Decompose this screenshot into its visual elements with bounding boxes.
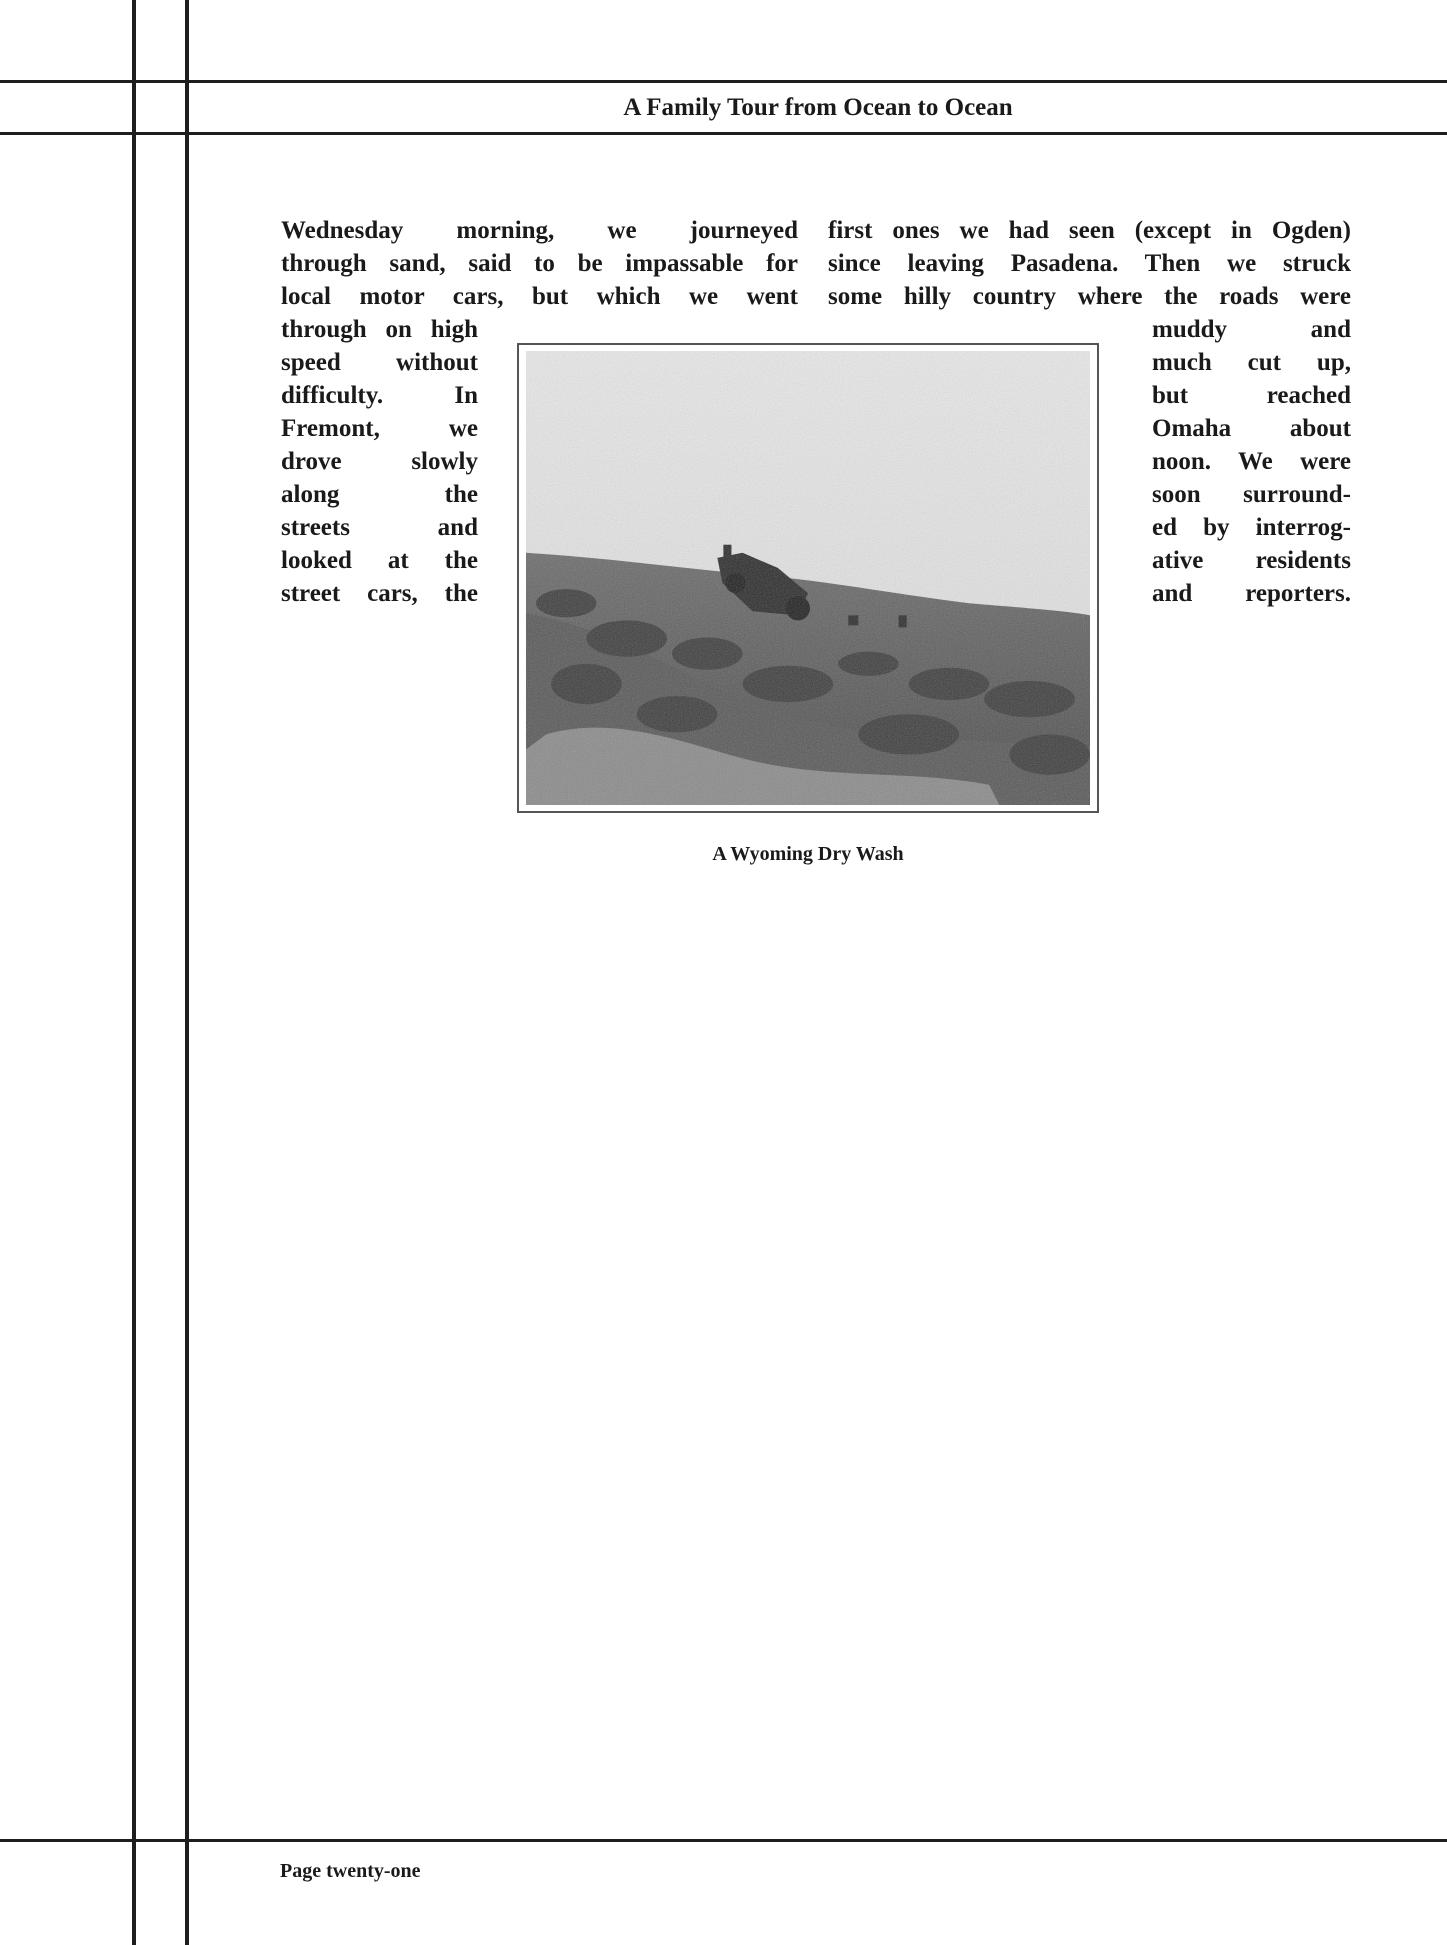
text-line: muddy and — [1152, 316, 1351, 343]
text-line: through sand, said to be impassable for — [281, 250, 798, 277]
body-column-left — [281, 214, 798, 313]
text-line: soon surround- — [1152, 481, 1351, 508]
text-line: street cars, the — [281, 580, 478, 607]
text-line: difficulty. In — [281, 382, 478, 409]
text-line: streets and — [281, 514, 478, 541]
text-line: looked at the — [281, 547, 478, 574]
running-header: A Family Tour from Ocean to Ocean — [623, 94, 1013, 121]
text-line: through on high — [281, 316, 478, 343]
text-line: first ones we had seen (except in Ogden) — [828, 217, 1351, 244]
text-line: ed by interrog- — [1152, 514, 1351, 541]
margin-rule-left-inner — [185, 0, 189, 1945]
header-rule-bottom — [0, 132, 1447, 135]
text-line: ative residents — [1152, 547, 1351, 574]
text-line: Omaha about — [1152, 415, 1351, 442]
text-line: Fremont, we — [281, 415, 478, 442]
header-rule-top — [0, 80, 1447, 83]
text-line: Wednesday morning, we journeyed — [281, 217, 798, 244]
text-line: along the — [281, 481, 478, 508]
text-line: local motor cars, but which we went — [281, 283, 798, 310]
text-line: drove slowly — [281, 448, 478, 475]
text-line: speed without — [281, 349, 478, 376]
text-line: much cut up, — [1152, 349, 1351, 376]
text-line: and reporters. — [1152, 580, 1351, 607]
text-line: noon. We were — [1152, 448, 1351, 475]
photo-frame — [517, 343, 1099, 813]
photo-illustration — [526, 351, 1090, 805]
page-number: Page twenty-one — [280, 1860, 421, 1882]
margin-rule-left-outer — [132, 0, 136, 1945]
body-wrap-left — [281, 313, 478, 610]
footer-rule — [0, 1839, 1447, 1842]
text-line: some hilly country where the roads were — [828, 283, 1351, 310]
text-line: but reached — [1152, 382, 1351, 409]
text-line: since leaving Pasadena. Then we struck — [828, 250, 1351, 277]
body-wrap-right — [1152, 313, 1351, 610]
photo-dry-wash — [526, 351, 1090, 805]
body-column-right — [828, 214, 1351, 313]
figure-caption: A Wyoming Dry Wash — [712, 843, 904, 865]
